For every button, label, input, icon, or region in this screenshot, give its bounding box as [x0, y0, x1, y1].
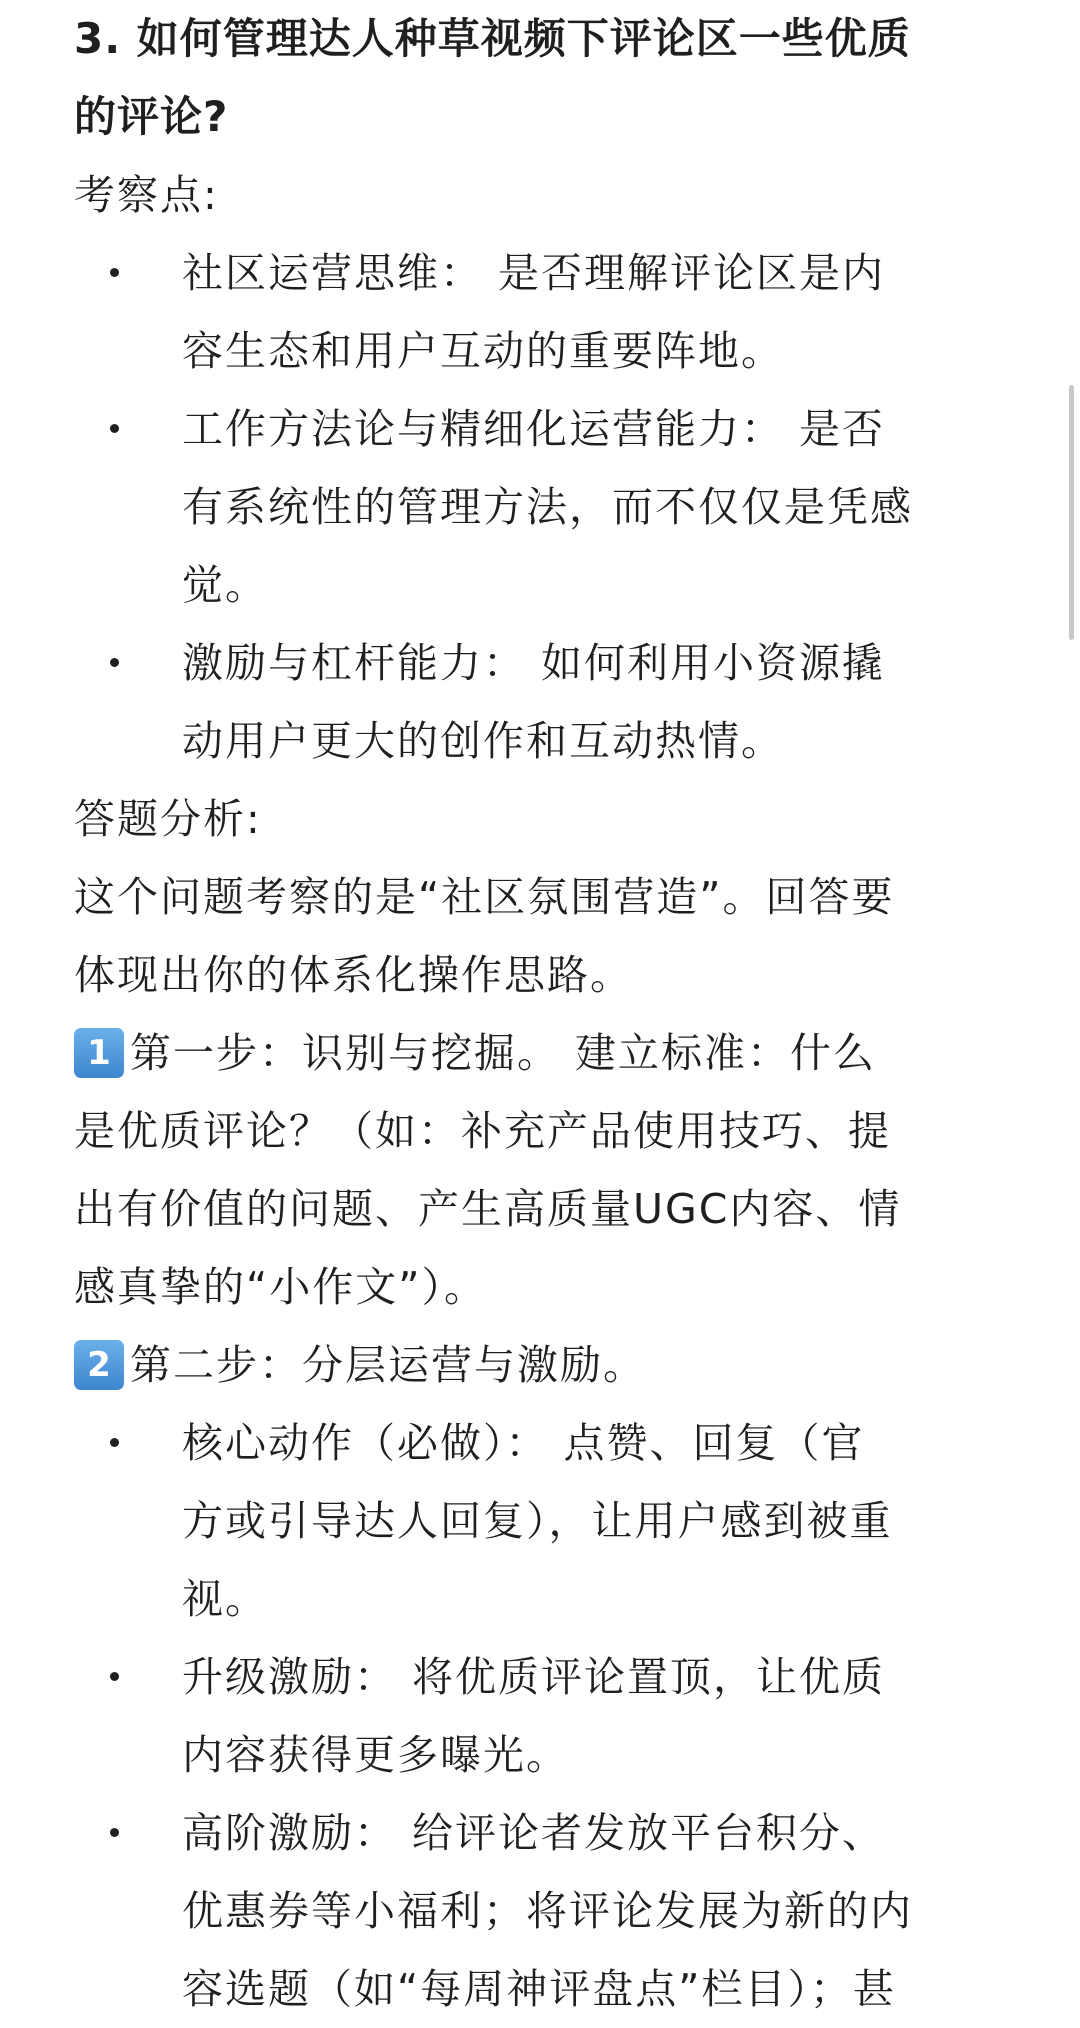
paragraph-line: 体现出你的体系化操作思路。 [74, 951, 633, 999]
list-item-line: 工作方法论与精细化运营能力： 是否 [182, 405, 886, 453]
points-list [74, 234, 1008, 780]
list-item [74, 390, 1008, 624]
list-item-line: 激励与杠杆能力： 如何利用小资源撬 [182, 639, 886, 687]
bullet-icon [110, 1438, 119, 1447]
analysis-title: 答题分析: [74, 795, 262, 843]
list-item-line: 升级激励： 将优质评论置顶，让优质 [182, 1653, 886, 1701]
paragraph-line: 出有价值的问题、产生高质量UGC内容、情 [74, 1185, 902, 1233]
list-item [74, 1638, 1008, 1794]
list-item-line: 方或引导达人回复），让用户感到被重 [182, 1497, 893, 1545]
list-item-line: 觉。 [182, 561, 268, 609]
list-item-line: 高阶激励： 给评论者发放平台积分、 [182, 1809, 886, 1857]
list-item [74, 1794, 1008, 2028]
keycap-two-icon: 2 [74, 1340, 124, 1390]
list-item-line: 视。 [182, 1575, 268, 1623]
list-item [74, 1404, 1008, 1638]
list-item-line: 容生态和用户互动的重要阵地。 [182, 327, 784, 375]
list-item-line: 容选题（如“每周神评盘点”栏目）；甚 [182, 1965, 896, 2013]
paragraph-line: 感真挚的“小作文”）。 [74, 1263, 487, 1311]
list-item-line: 有系统性的管理方法，而不仅仅是凭感 [182, 483, 913, 531]
bullet-icon [110, 1672, 119, 1681]
paragraph-line: 第一步：识别与挖掘。 建立标准：什么 [130, 1029, 877, 1077]
bullet-icon [110, 268, 119, 277]
list-item-line: 社区运营思维： 是否理解评论区是内 [182, 249, 886, 297]
list-item-line: 核心动作（必做）： 点赞、回复（官 [182, 1419, 865, 1467]
list-item [74, 234, 1008, 390]
list-item-line: 优惠券等小福利；将评论发展为新的内 [182, 1887, 913, 1935]
step-title: 第二步：分层运营与激励。 [130, 1341, 646, 1389]
step-one-first-line [74, 1014, 1008, 1092]
keycap-one-icon: 1 [74, 1028, 124, 1078]
bullet-icon [110, 658, 119, 667]
step-one [74, 1014, 1008, 1326]
heading-line: 的评论? [74, 92, 229, 141]
step-two [74, 1326, 1008, 1404]
list-item [74, 624, 1008, 780]
heading-line: 3. 如何管理达人种草视频下评论区一些优质 [74, 14, 911, 63]
paragraph-line: 是优质评论？（如：补充产品使用技巧、提 [74, 1107, 891, 1155]
scrollbar[interactable] [1069, 385, 1074, 640]
document-body [74, 0, 1008, 2028]
paragraph-line: 这个问题考察的是“社区氛围营造”。回答要 [74, 873, 895, 921]
step-two-title [74, 1326, 1008, 1404]
analysis-paragraph [74, 858, 1008, 1014]
list-item-line: 内容获得更多曝光。 [182, 1731, 569, 1779]
list-item-line: 动用户更大的创作和互动热情。 [182, 717, 784, 765]
points-title: 考察点: [74, 171, 219, 219]
bullet-icon [110, 424, 119, 433]
step-two-list [74, 1404, 1008, 2028]
question-heading [74, 0, 1008, 156]
bullet-icon [110, 1828, 119, 1837]
